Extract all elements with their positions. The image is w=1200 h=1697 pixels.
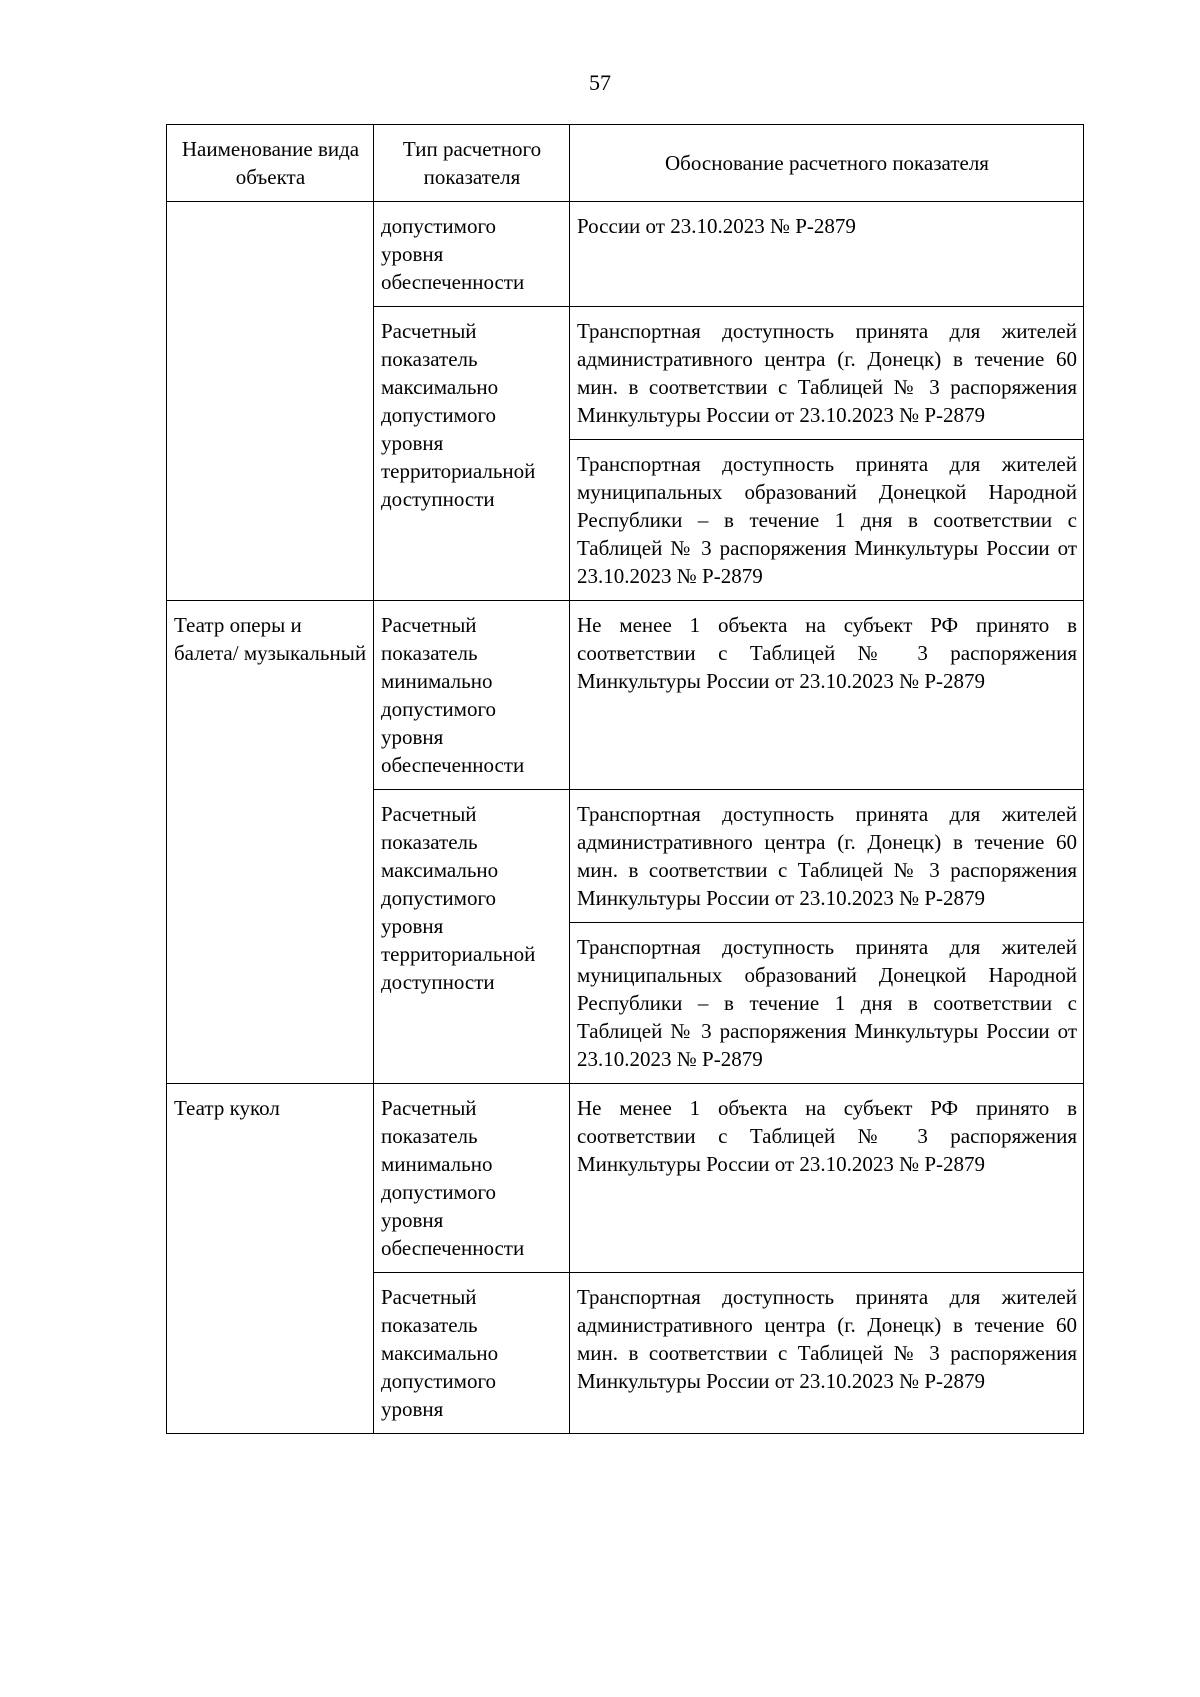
basis-cell: Транспортная доступность принята для жителей административного центра (г. Донецк) в течение 60 мин. в соответствии с Таблицей № 3 распоряжения Минкультуры России от 23.10.2023 № Р-2879 (570, 1273, 1084, 1434)
header-indicator-type: Тип расчетного показателя (374, 125, 570, 202)
page-number: 57 (589, 70, 611, 95)
basis-cell: Не менее 1 объекта на субъект РФ принято в соответствии с Таблицей № 3 распоряжения Минкультуры России от 23.10.2023 № Р-2879 (570, 601, 1084, 790)
basis-cell: Транспортная доступность принята для жителей муниципальных образований Донецкой Народной Республики – в течение 1 дня в соответствии с Таблицей № 3 распоряжения Минкультуры России от 23.10.2023 № Р-2879 (570, 440, 1084, 601)
basis-cell: Транспортная доступность принята для жителей муниципальных образований Донецкой Народной Республики – в течение 1 дня в соответствии с Таблицей № 3 распоряжения Минкультуры России от 23.10.2023 № Р-2879 (570, 923, 1084, 1084)
indicator-type-cell: Расчетный показатель максимально допустимого уровня (374, 1273, 570, 1434)
basis-cell: России от 23.10.2023 № Р-2879 (570, 202, 1084, 307)
indicators-table (166, 124, 1084, 1434)
basis-cell: Транспортная доступность принята для жителей административного центра (г. Донецк) в течение 60 мин. в соответствии с Таблицей № 3 распоряжения Минкультуры России от 23.10.2023 № Р-2879 (570, 307, 1084, 440)
object-name-cell (167, 202, 374, 601)
object-name-cell: Театр оперы и балета/ музыкальный (167, 601, 374, 1084)
indicator-type-cell: Расчетный показатель максимально допустимого уровня территориальной доступности (374, 790, 570, 1084)
indicator-type-cell: Расчетный показатель минимально допустимого уровня обеспеченности (374, 1084, 570, 1273)
indicator-type-cell: Расчетный показатель минимально допустимого уровня обеспеченности (374, 601, 570, 790)
table-header-row (167, 125, 1084, 202)
table-row (167, 601, 1084, 790)
basis-cell: Не менее 1 объекта на субъект РФ принято в соответствии с Таблицей № 3 распоряжения Минкультуры России от 23.10.2023 № Р-2879 (570, 1084, 1084, 1273)
table-row (167, 1084, 1084, 1273)
basis-cell: Транспортная доступность принята для жителей административного центра (г. Донецк) в течение 60 мин. в соответствии с Таблицей № 3 распоряжения Минкультуры России от 23.10.2023 № Р-2879 (570, 790, 1084, 923)
table-row (167, 202, 1084, 307)
object-name-cell: Театр кукол (167, 1084, 374, 1434)
header-object-type: Наименование вида объекта (167, 125, 374, 202)
indicator-type-cell: Расчетный показатель максимально допустимого уровня территориальной доступности (374, 307, 570, 601)
indicator-type-cell: допустимого уровня обеспеченности (374, 202, 570, 307)
header-basis: Обоснование расчетного показателя (570, 125, 1084, 202)
